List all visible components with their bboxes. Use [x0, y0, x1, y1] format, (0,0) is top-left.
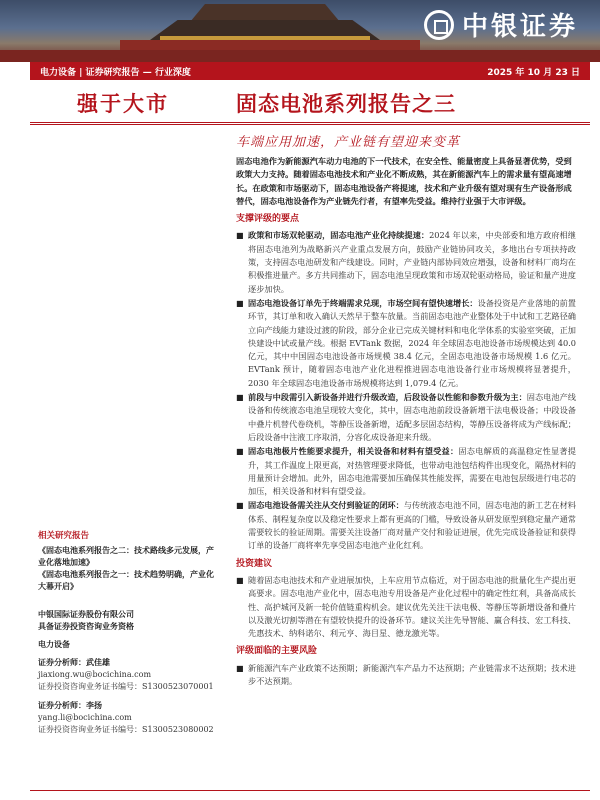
bullet-point	[236, 297, 576, 390]
bullet-point	[236, 499, 576, 552]
support-list	[236, 229, 576, 552]
related-research	[38, 530, 218, 592]
related-item[interactable]: 《固态电池系列报告之一：技术趋势明确，产业化大幕开启》	[38, 569, 214, 591]
analyst-label: 证券分析师：	[38, 700, 86, 710]
bullet-body: 与传统液态电池不同，固态电池的新工艺在材料体系、制程复杂度以及稳定性要求上都有更高的门槛，导致设备从研发原型到稳定量产通常需要较长的验证周期。需要关注设备厂商对量产交付和验证进展，优先完成设备验证和获得订单的设备厂商将率先享受固态电池产业化红利。	[248, 500, 576, 551]
invest-list	[236, 574, 576, 640]
related-item[interactable]: 《固态电池系列报告之二：技术路线多元发展，产业化落地加速》	[38, 545, 214, 567]
bullet-text	[248, 662, 576, 689]
bullet-text	[248, 297, 576, 390]
header-banner	[0, 0, 600, 62]
bullet-body: 固态电池产线设备和传统液态电池呈现较大变化，其中，固态电池前段设备新增干法电极设备；中段设备中叠片机替代卷绕机，等静压设备新增，适配多层固态结构，等静压设备将成为产线标配；后段设备中注液工序取消，分容化成设备迎来升级。	[248, 392, 576, 442]
company-name: 中银国际证券股份有限公司	[38, 609, 134, 619]
bullet-lead: 前段与中段需引入新设备并进行升级改造，后段设备以性能和参数升级为主：	[248, 392, 527, 403]
analyst-email[interactable]: yang.li@bocichina.com	[38, 713, 132, 722]
bullet-square-icon: ■	[236, 447, 244, 457]
analyst-cert: 证券投资咨询业务证书编号：S1300523080002	[38, 725, 214, 734]
bullet-lead: 固态电池设备订单先于终端需求兑现，市场空间有望快速增长：	[248, 297, 478, 308]
bullet-body: 设备投资是产业落地的前置环节，其订单和收入确认天然早于整车放量。当前固态电池产业整体处于中试和工艺路径确立向产线能力建设过渡的阶段，部分企业已完成关键材料和电化学体系的实验室突破，正加快建设中试或量产线。根据 EVTank 数据，2024 年全球固态电池设备市场规模达到 40.0 亿元，其中中国固态电池设备市场规模 38.4 亿元，全固态电池设备市场规模 1.6 亿元。EVTank 预计，随着固态电池产业化进程推进固态电池设备行业市场规模将显著提升，2030 年全球固态电池设备市场规模将达到 1,079.4 亿元。	[248, 297, 576, 388]
bullet-point	[236, 574, 576, 640]
bullet-square-icon: ■	[236, 663, 244, 673]
report-date: 2025 年 10 月 23 日	[487, 67, 580, 78]
rating-badge: 强于大市	[77, 91, 169, 116]
bullet-square-icon: ■	[236, 298, 244, 308]
footer-divider	[30, 790, 590, 791]
bullet-lead: 固态电池极片性能要求提升，相关设备和材料有望受益：	[248, 446, 459, 457]
related-heading: 相关研究报告	[38, 531, 90, 541]
invest-heading: 投资建议	[236, 558, 273, 569]
bullet-body: 随着固态电池技术和产业进展加快，上车应用节点临近，对于固态电池的批量化生产提出更高要求。固态电池产业化中，固态电池专用设备是产业化过程中的确定性红利，具备高成长性、高护城河及新一轮价值链重构机会。建议优先关注干法电极、等静压等新增设备和叠片以及激光切割等潜在有望较快提升的设备环节。建议关注先导智能、赢合科技、宏工科技、先惠技术、纳科诺尔、利元亨、海目星、德龙激光等。	[248, 574, 576, 639]
analyst-name: 李扬	[86, 700, 102, 710]
bullet-square-icon: ■	[236, 393, 244, 403]
bullet-point	[236, 229, 576, 295]
analyst-email[interactable]: jiaxiong.wu@bocichina.com	[38, 670, 152, 679]
risk-heading: 评级面临的主要风险	[236, 646, 318, 657]
bullet-lead: 政策和市场双轮驱动，固态电池产业化持续提速：	[248, 230, 430, 241]
bullet-body: 固态电解质的高温稳定性显著提升，其工作温度上限更高，对热管理要求降低，也带动电池包结构件出现变化，隔热材料的用量预计会增加。此外，固态电池需要加压确保其性能发挥，需要在电池包层级进行电芯的加压，相关设备和材料有望受益。	[248, 446, 576, 497]
palace-base	[0, 50, 600, 62]
summary-paragraph: 固态电池作为新能源汽车动力电池的下一代技术，在安全性、能量密度上具备显著优势，受到政策大力支持。随着固态电池技术和产业化不断成熟，其在新能源汽车上的需求量有望高速增长。在政策和市场驱动下，固态电池设备产将提速，技术和产业升级有望对现有生产设备形成替代，固态电池设备作为产业链先行者，有望率先受益。维持行业强于大市评级。	[236, 156, 572, 206]
bullet-body: 2024 年以来，中央部委和地方政府相继将固态电池列为战略新兴产业重点发展方向，鼓励产业链协同攻关，多地出台专项扶持政策，支持固态电池研发和产线建设。同时，产业链内部协同效应增强，设备和材料厂商均在积极推进量产。多方共同推动下，固态电池呈现政策和市场双轮驱动格局，验证和量产进度逐步加快。	[248, 230, 576, 294]
bullet-text	[248, 499, 576, 552]
bullet-square-icon: ■	[236, 501, 244, 511]
brand-logo	[424, 6, 578, 43]
boc-logo-icon	[424, 10, 454, 40]
bullet-text	[248, 574, 576, 640]
report-category: 电力设备 | 证券研究报告 — 行业深度	[40, 67, 191, 78]
risk-list	[236, 662, 576, 689]
bullet-body: 新能源汽车产业政策不达预期；新能源汽车产品力不达预期；产业链需求不达预期；技术进步不达预期。	[248, 662, 576, 686]
page-subtitle: 车端应用加速，产业链有望迎来变革	[236, 135, 461, 150]
bullet-text	[248, 391, 576, 444]
main-content	[236, 155, 576, 689]
analyst-label: 证券分析师：	[38, 657, 86, 667]
title-divider-2	[30, 124, 590, 125]
bullet-square-icon: ■	[236, 575, 244, 585]
palace-roof-upper	[190, 4, 340, 22]
company-info	[38, 608, 218, 736]
analyst-1	[38, 656, 218, 669]
analyst-name: 武佳雄	[86, 657, 110, 667]
bullet-point	[236, 445, 576, 498]
bullet-lead: 固态电池设备需关注从交付到验证的闭环：	[248, 500, 404, 511]
page-title: 固态电池系列报告之三	[236, 91, 456, 116]
analyst-2	[38, 699, 218, 712]
bullet-text	[248, 445, 576, 498]
industry-label: 电力设备	[38, 639, 70, 649]
analyst-cert: 证券投资咨询业务证书编号：S1300523070001	[38, 682, 214, 691]
company-qualification: 具备证券投资咨询业务资格	[38, 621, 134, 631]
bullet-point	[236, 391, 576, 444]
support-heading: 支撑评级的要点	[236, 214, 300, 225]
category-bar	[30, 62, 590, 80]
title-divider	[30, 122, 590, 123]
brand-name: 中银证券	[461, 12, 578, 42]
bullet-text	[248, 229, 576, 295]
bullet-point	[236, 662, 576, 689]
bullet-square-icon: ■	[236, 231, 244, 241]
